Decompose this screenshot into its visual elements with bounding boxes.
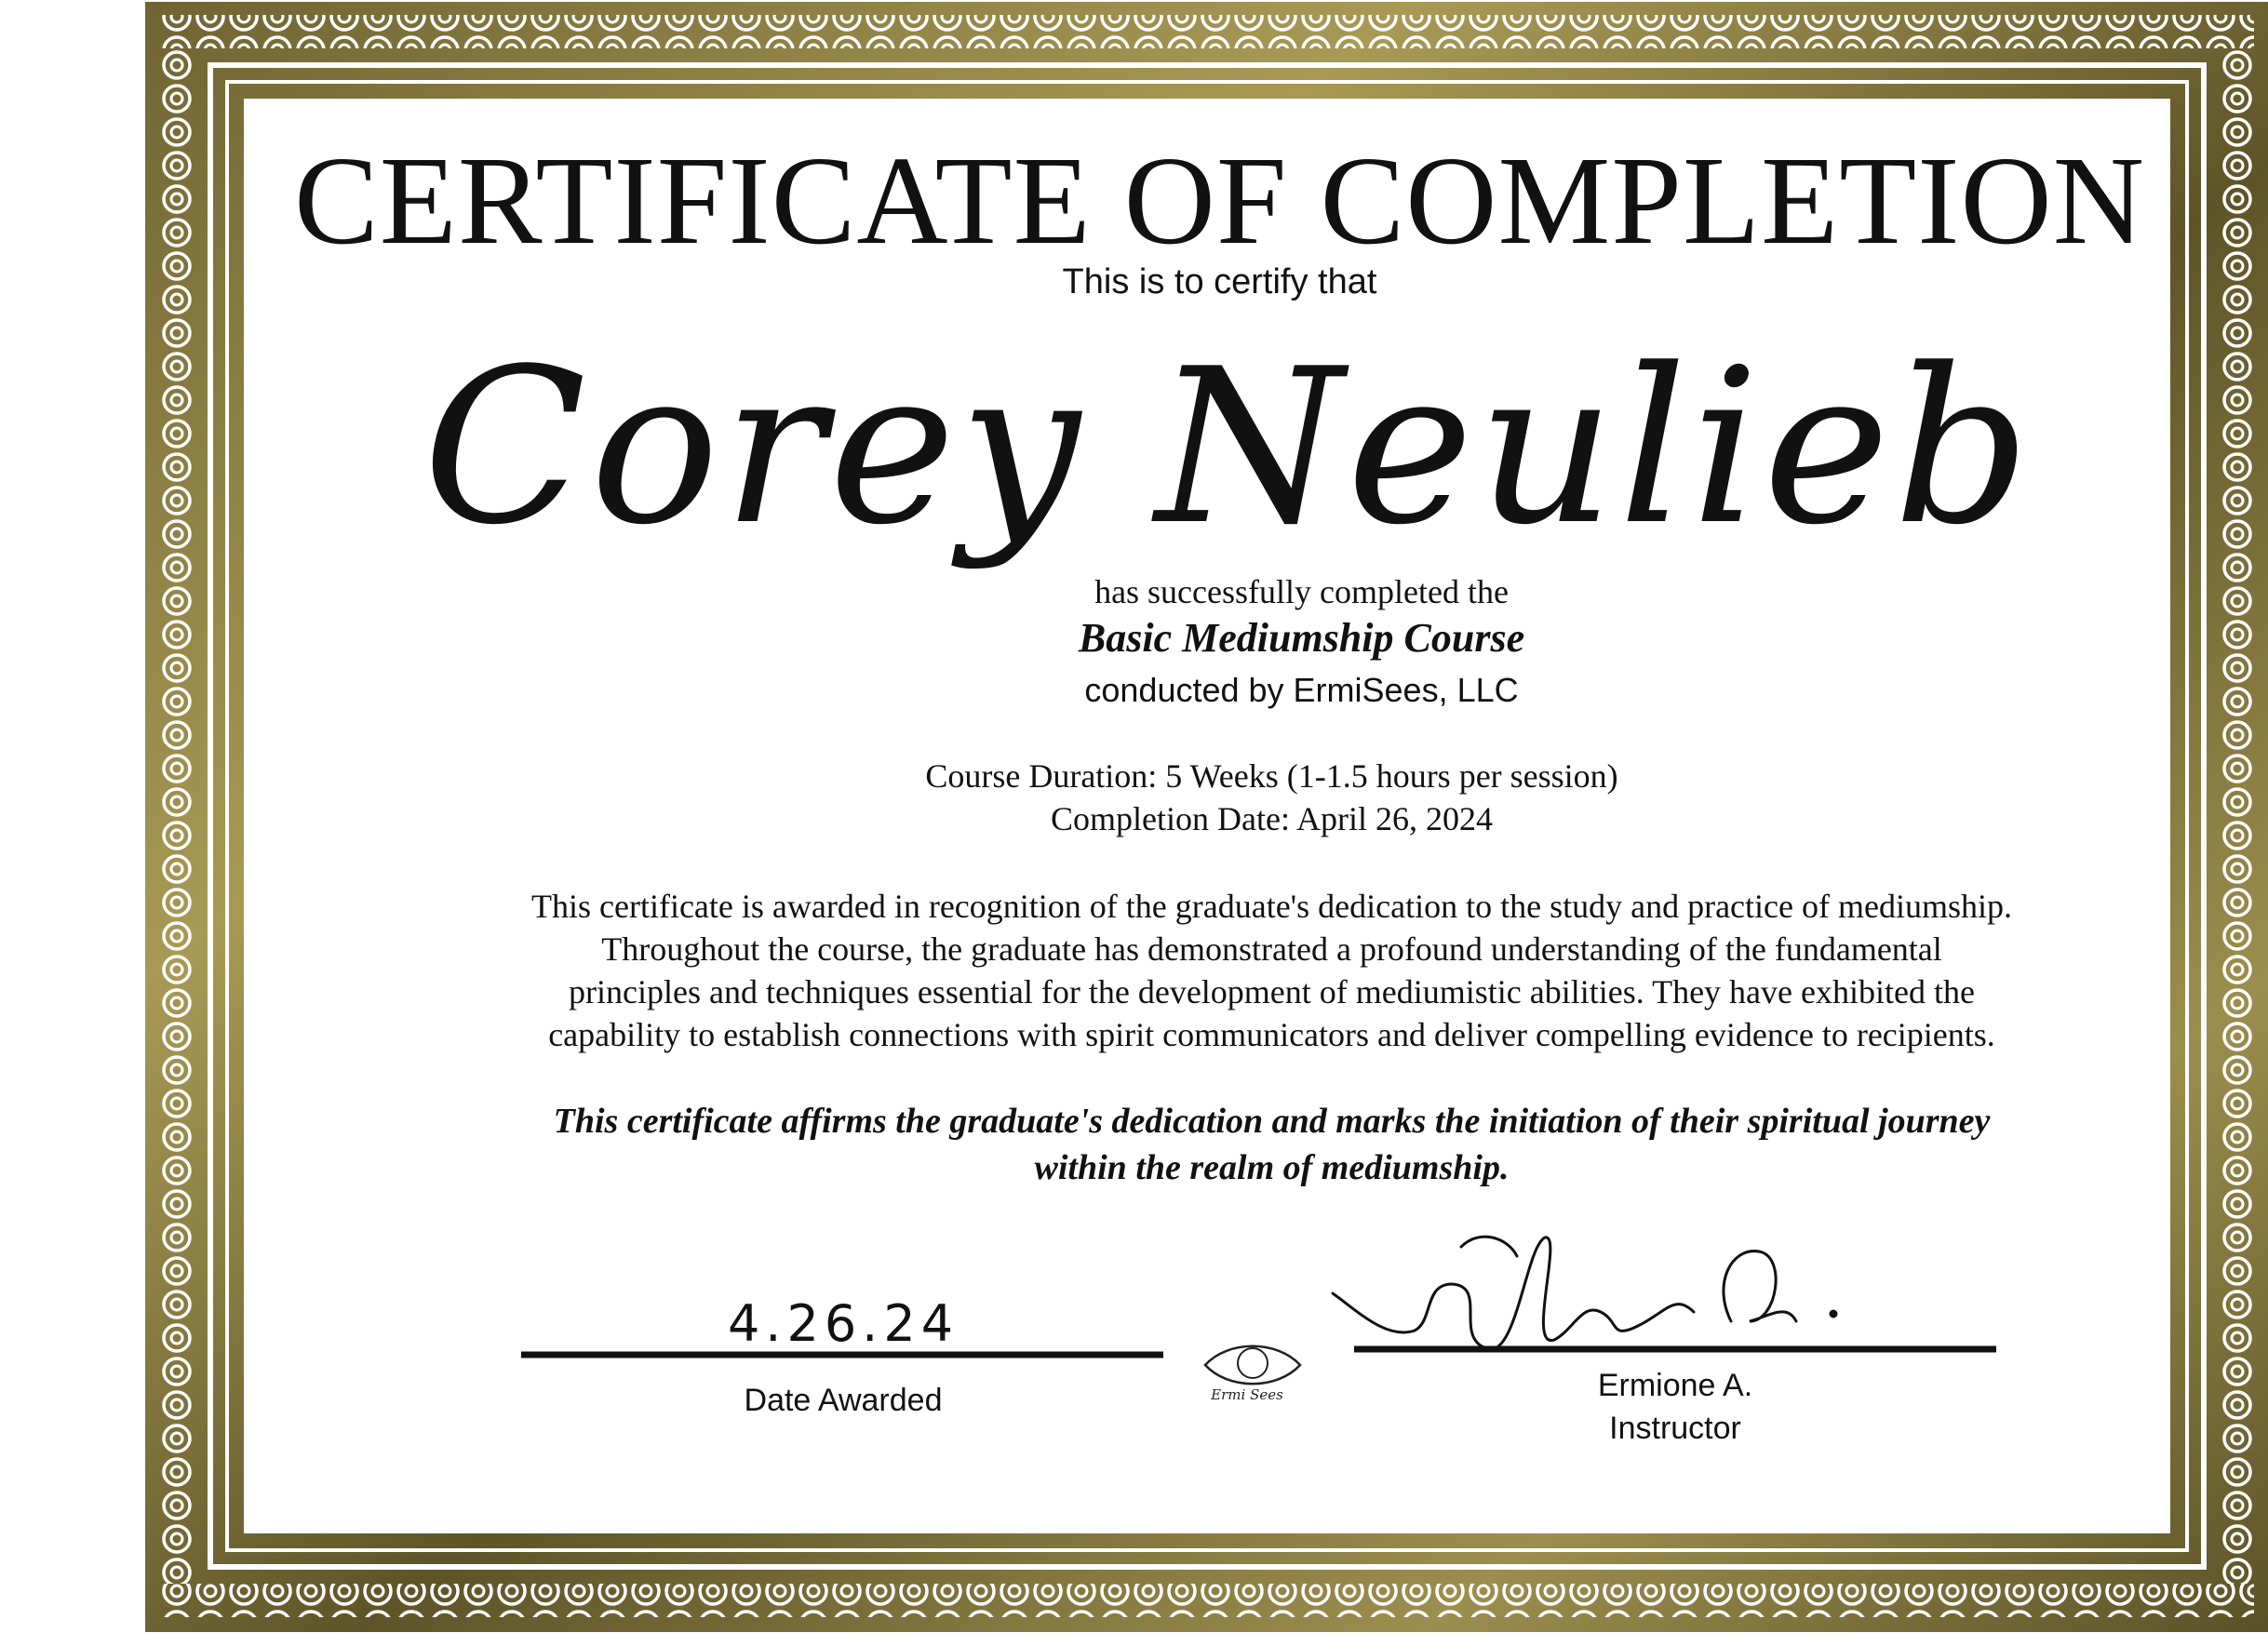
body-paragraph-line: principles and techniques essential for the development of mediumistic abilities. They have exhibited the [569, 973, 1975, 1010]
body-paragraph-line: Throughout the course, the graduate has demonstrated a profound understanding of the fundamental [601, 930, 1942, 968]
certificate-title: CERTIFICATE OF COMPLETION [294, 131, 2145, 271]
instructor-name: Ermione A. [1597, 1368, 1753, 1403]
top-ring-band [160, 15, 2254, 48]
body-paragraph-line: This certificate is awarded in recognition of the graduate's dedication to the study and practice of mediumship. [531, 888, 2012, 925]
bottom-ring-band [160, 1584, 2254, 1617]
instructor-title: Instructor [1609, 1411, 1741, 1446]
completed-line: has successfully completed the [1094, 573, 1509, 610]
affirmation-line: This certificate affirms the graduate's dedication and marks the initiation of their spiritual journey [553, 1102, 1991, 1141]
body-paragraph-line: capability to establish connections with spirit communicators and deliver compelling evidence to recipients. [548, 1016, 1995, 1053]
affirmation-line: within the realm of mediumship. [1034, 1148, 1510, 1187]
recipient-name: Corey Neulieb [423, 324, 2034, 572]
course-name: Basic Mediumship Course [1078, 615, 1525, 661]
conducted-line: conducted by ErmiSees, LLC [1084, 671, 1519, 709]
seal-text: Ermi Sees [1211, 1386, 1283, 1403]
date-handwritten: 4.26.24 [727, 1294, 960, 1353]
certify-line: This is to certify that [1062, 262, 1377, 301]
course-duration: Course Duration: 5 Weeks (1-1.5 hours per session) [925, 757, 1618, 795]
date-awarded-label: Date Awarded [744, 1383, 943, 1418]
completion-date: Completion Date: April 26, 2024 [1051, 800, 1493, 837]
